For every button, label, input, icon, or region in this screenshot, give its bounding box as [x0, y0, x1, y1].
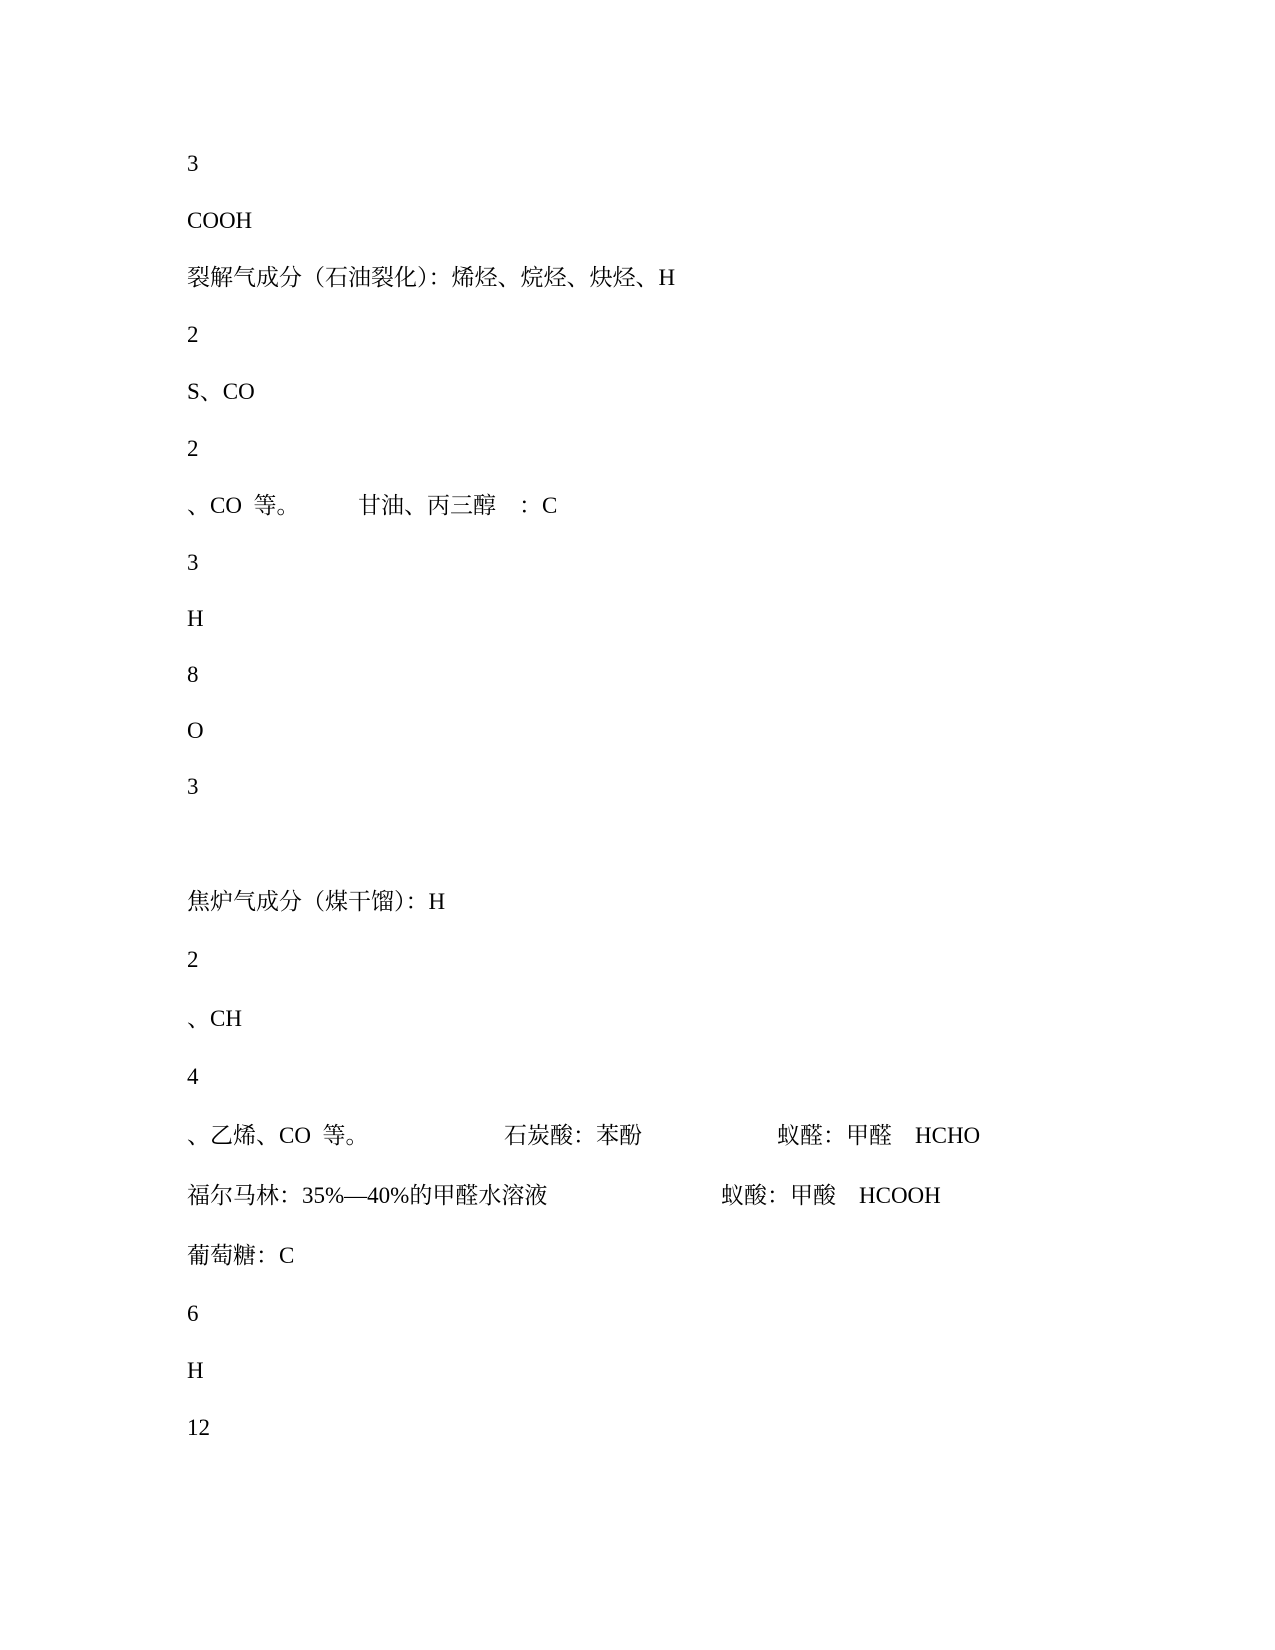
- glycerol-text: 甘油、丙三醇 ：C: [358, 493, 558, 518]
- text-line: 3: [187, 774, 199, 799]
- text-line: H: [187, 606, 204, 631]
- text-line: 4: [187, 1064, 199, 1089]
- text-line: 、CO 等。: [187, 493, 300, 518]
- text-line: 焦炉气成分（煤干馏）：H: [187, 889, 446, 914]
- text-line: COOH: [187, 208, 253, 233]
- text-line: 葡萄糖：C: [187, 1243, 295, 1268]
- text-line: 2: [187, 947, 199, 972]
- text-line: 裂解气成分（石油裂化）：烯烃、烷烃、炔烃、H: [187, 265, 676, 290]
- formic-acid-text: 蚁酸：甲酸 HCOOH: [721, 1183, 941, 1208]
- text-line: 、乙烯、CO 等。: [187, 1123, 369, 1148]
- text-line: H: [187, 1358, 204, 1383]
- text-line: 3: [187, 151, 199, 176]
- text-line: 、CH: [187, 1006, 242, 1031]
- text-line: 8: [187, 662, 199, 687]
- text-line: 6: [187, 1301, 199, 1326]
- text-line: 3: [187, 550, 199, 575]
- text-line: 2: [187, 322, 199, 347]
- text-line: O: [187, 718, 204, 743]
- carbolic-acid-text: 石炭酸：苯酚: [504, 1123, 642, 1148]
- formaldehyde-text: 蚁醛：甲醛 HCHO: [777, 1123, 981, 1148]
- text-line: 福尔马林：35%—40%的甲醛水溶液: [187, 1183, 548, 1208]
- text-line: 12: [187, 1415, 210, 1440]
- text-line: 2: [187, 436, 199, 461]
- text-line: S、CO: [187, 379, 255, 404]
